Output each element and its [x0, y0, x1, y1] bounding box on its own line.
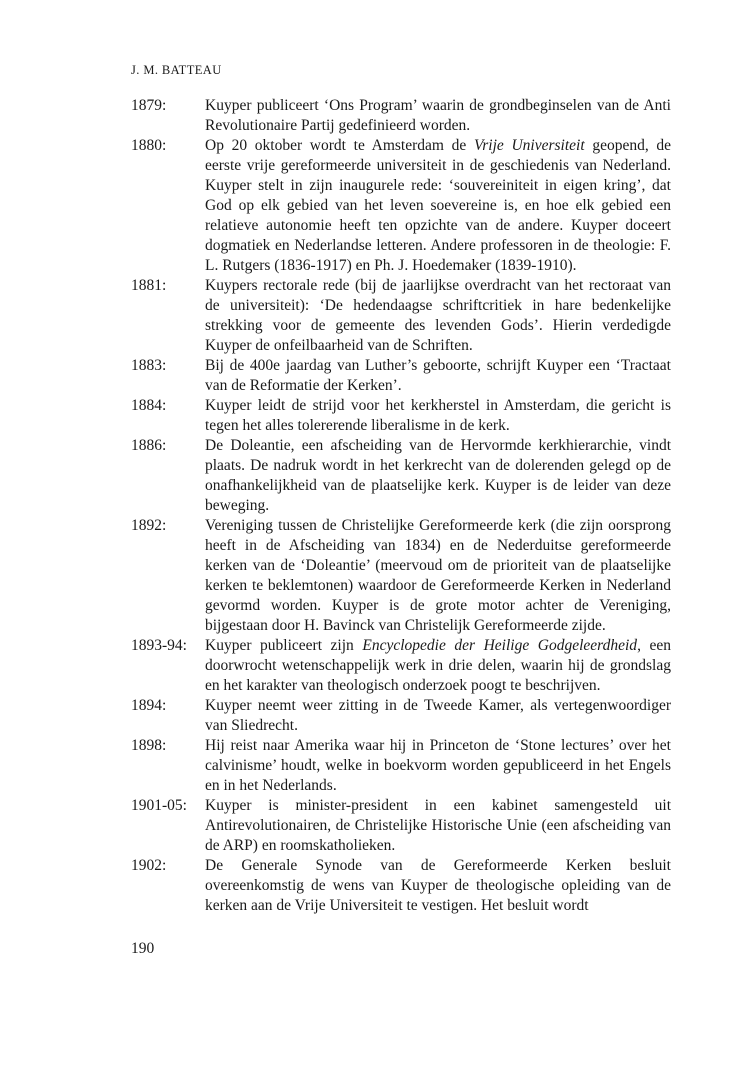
- entry-text-span: Bij de 400e jaardag van Luther’s geboorte, schrijft Kuyper een ‘Tractaat van de Reformatie der Kerken’.: [205, 357, 671, 394]
- chronology-entry: [131, 276, 671, 356]
- chronology-entry: [131, 396, 671, 436]
- entry-year: 1881:: [131, 277, 167, 294]
- entry-text-span: Kuyper neemt weer zitting in de Tweede Kamer, als vertegenwoordiger van Sliedrecht.: [205, 697, 671, 734]
- entry-year: 1880:: [131, 137, 167, 154]
- entry-text: [205, 136, 671, 276]
- entry-text: [205, 856, 671, 916]
- chronology-entry: [131, 856, 671, 916]
- entry-text-span: , een doorwrocht wetenschappelijk werk in drie delen, waarin hij de grondslag en het karakter van theologisch onderzoek poogt te beschrijven.: [205, 637, 671, 694]
- entry-text-span: Kuyper leidt de strijd voor het kerkherstel in Amsterdam, die gericht is tegen het alles tolererende liberalisme in de kerk.: [205, 397, 671, 434]
- entry-year: 1879:: [131, 97, 167, 114]
- entry-text: [205, 436, 671, 516]
- chronology-entry: [131, 436, 671, 516]
- entry-year: 1883:: [131, 357, 167, 374]
- page-number: 190: [131, 940, 155, 957]
- entry-year: 1886:: [131, 437, 167, 454]
- entry-text: [205, 516, 671, 636]
- entry-text-span: Vereniging tussen de Christelijke Gereformeerde kerk (die zijn oorsprong heeft in de Afscheiding van 1834) en de Nederduitse gereformeerde kerken van de ‘Doleantie’ (meervoud om de prioriteit van de plaatselijke kerken te beklemtonen) waardoor de Gereformeerde Kerken in Nederland gevormd worden. Kuyper is de grote motor achter de Vereniging, bijgestaan door H. Bavinck van Christelijk Gereformeerde zijde.: [205, 517, 671, 634]
- entry-year: 1898:: [131, 737, 167, 754]
- entry-text: [205, 96, 671, 136]
- entry-text: [205, 396, 671, 436]
- entry-text-span: Hij reist naar Amerika waar hij in Princeton de ‘Stone lectures’ over het calvinisme’ houdt, welke in boekvorm worden gepubliceerd in het Engels en in het Nederlands.: [205, 737, 671, 794]
- chronology-entry: [131, 796, 671, 856]
- entry-text: [205, 796, 671, 856]
- entry-year: 1901-05:: [131, 797, 187, 814]
- entry-text: [205, 696, 671, 736]
- entry-title-italic: Encyclopedie der Heilige Godgeleerdheid: [362, 637, 638, 654]
- entry-text-span: Kuyper publiceert zijn: [205, 637, 363, 654]
- entry-text-span: Op 20 oktober wordt te Amsterdam de: [205, 137, 474, 154]
- chronology-list: [131, 96, 671, 916]
- running-head: J. M. BATTEAU: [131, 63, 222, 77]
- entry-text-span: geopend, de eerste vrije gereformeerde universiteit in de geschiedenis van Nederland. Kuyper stelt in zijn inaugurele rede: ‘souvereiniteit in eigen kring’, dat God op elk gebied van het leven soevereine is, en hoe elk gebied een relatieve autonomie heeft ten opzichte van de andere. Kuyper doceert dogmatiek en Nederlandse letteren. Andere professoren in de theologie: F. L. Rutgers (1836-1917) en Ph. J. Hoedemaker (1839-1910).: [205, 137, 671, 274]
- entry-text-span: De Doleantie, een afscheiding van de Hervormde kerkhierarchie, vindt plaats. De nadruk wordt in het kerkrecht van de dolerenden gelegd op de onafhankelijkheid van de plaatselijke kerk. Kuyper is de leider van deze beweging.: [205, 437, 671, 514]
- entry-text-span: Kuyper is minister-president in een kabinet samengesteld uit Antirevolutionairen, de Christelijke Historische Unie (een afscheiding van de ARP) en roomskatholieken.: [205, 797, 671, 854]
- entry-text-span: De Generale Synode van de Gereformeerde Kerken besluit overeenkomstig de wens van Kuyper de theologische opleiding van de kerken aan de Vrije Universiteit te vestigen. Het besluit wordt: [205, 857, 671, 914]
- entry-year: 1884:: [131, 397, 167, 414]
- entry-year: 1892:: [131, 517, 167, 534]
- chronology-entry: [131, 136, 671, 276]
- chronology-entry: [131, 696, 671, 736]
- entry-text: [205, 356, 671, 396]
- chronology-entry: [131, 96, 671, 136]
- entry-text-span: Kuyper publiceert ‘Ons Program’ waarin de grondbeginselen van de Anti Revolutionaire Partij gedefinieerd worden.: [205, 97, 671, 134]
- chronology-entry: [131, 636, 671, 696]
- entry-text-span: Kuypers rectorale rede (bij de jaarlijkse overdracht van het rectoraat van de universiteit): ‘De hedendaagse schriftcritiek in hare bedenkelijke strekking voor de gemeente des levenden Gods’. Hierin verdedigde Kuyper de onfeilbaarheid van de Schriften.: [205, 277, 671, 354]
- entry-year: 1902:: [131, 857, 167, 874]
- chronology-entry: [131, 736, 671, 796]
- entry-text: [205, 636, 671, 696]
- chronology-entry: [131, 356, 671, 396]
- entry-title-italic: Vrije Universiteit: [473, 137, 585, 154]
- entry-text: [205, 736, 671, 796]
- chronology-entry: [131, 516, 671, 636]
- entry-text: [205, 276, 671, 356]
- entry-year: 1893-94:: [131, 637, 187, 654]
- entry-year: 1894:: [131, 697, 167, 714]
